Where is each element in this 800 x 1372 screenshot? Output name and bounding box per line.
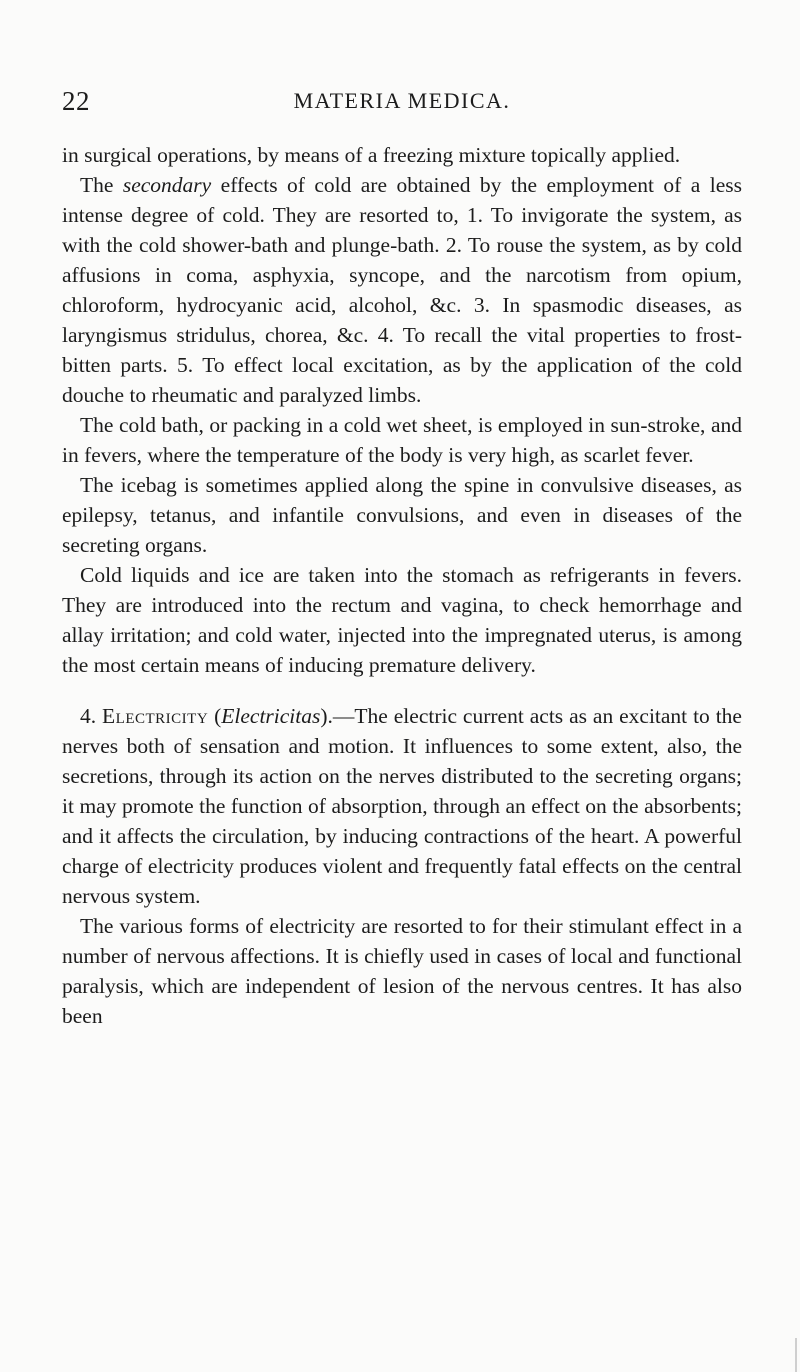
paragraph-text: —The electric current acts as an excitant to the nerves both of sensation and motion. It influences to some extent, also, the secretions, through its action on the nerves distributed to the secreting organs; it may promote the function of absorption, through an effect on the absorbents; and it affects the circulation, by inducing contractions of the heart. A powerful charge of electricity produces violent and frequently fatal effects on the central nervous system. [62, 704, 742, 908]
paragraph-secondary-effects [62, 170, 742, 410]
body-text [62, 140, 742, 1031]
page-edge-mark [795, 1338, 797, 1372]
emphasis-secondary: secondary [122, 173, 212, 197]
paragraph-text-lead: The [80, 173, 123, 197]
paragraph-cold-liquids [62, 560, 742, 680]
paragraph-text: The cold bath, or packing in a cold wet sheet, is employed in sun-stroke, and in fevers, where the temperature of the body is very high, as scarlet fever. [62, 413, 742, 467]
page-header [62, 86, 742, 116]
paragraph-text: Cold liquids and ice are taken into the stomach as refrigerants in fevers. They are introduced into the rectum and vagina, to check hemorrhage and allay irritation; and cold water, injected into the impregnated uterus, is among the most certain means of inducing premature delivery. [62, 563, 742, 677]
paragraph-text: The various forms of electricity are resorted to for their stimulant effect in a number of nervous affections. It is chiefly used in cases of local and functional paralysis, which are independent of lesion of the nervous centres. It has also been [62, 914, 742, 1028]
section-number: 4. [80, 704, 97, 728]
paragraph-text: The icebag is sometimes applied along the spine in convulsive diseases, as epilepsy, tetanus, and infantile convulsions, and even in diseases of the secreting organs. [62, 473, 742, 557]
paragraph-icebag [62, 470, 742, 560]
paragraph-text: effects of cold are obtained by the employment of a less intense degree of cold. They are resorted to, 1. To invigorate the system, as with the cold shower-bath and plunge-bath. 2. To rouse the system, as by cold affusions in coma, asphyxia, syncope, and the narcotism from opium, chloroform, hydrocyanic acid, alcohol, &c. 3. In spasmodic diseases, as laryngismus stridulus, chorea, &c. 4. To recall the vital properties to frost-bitten parts. 5. To effect local excitation, as by the application of the cold douche to rheumatic and paralyzed limbs. [62, 173, 742, 407]
section-latin-name: Electricitas [221, 704, 321, 728]
page-number: 22 [62, 86, 90, 116]
paragraph-electricity-forms [62, 911, 742, 1031]
paragraph-cold-bath [62, 410, 742, 470]
section-heading: Electricity [102, 704, 209, 728]
running-title: MATERIA MEDICA. [293, 88, 511, 113]
paragraph-text: in surgical operations, by means of a freezing mixture topically applied. [62, 143, 681, 167]
paragraph-continuation [62, 140, 742, 170]
section-electricity: 4. Electricity (Electricitas).—The electric current acts as an excitant to the nerves both of sensation and motion. It influences to some extent, also, the secretions, through its action on the nerves distributed to the secreting organs; it may promote the function of absorption, through an effect on the absorbents; and it affects the circulation, by inducing contractions of the heart. A powerful charge of electricity produces violent and frequently fatal effects on the central nervous system. [62, 704, 742, 908]
